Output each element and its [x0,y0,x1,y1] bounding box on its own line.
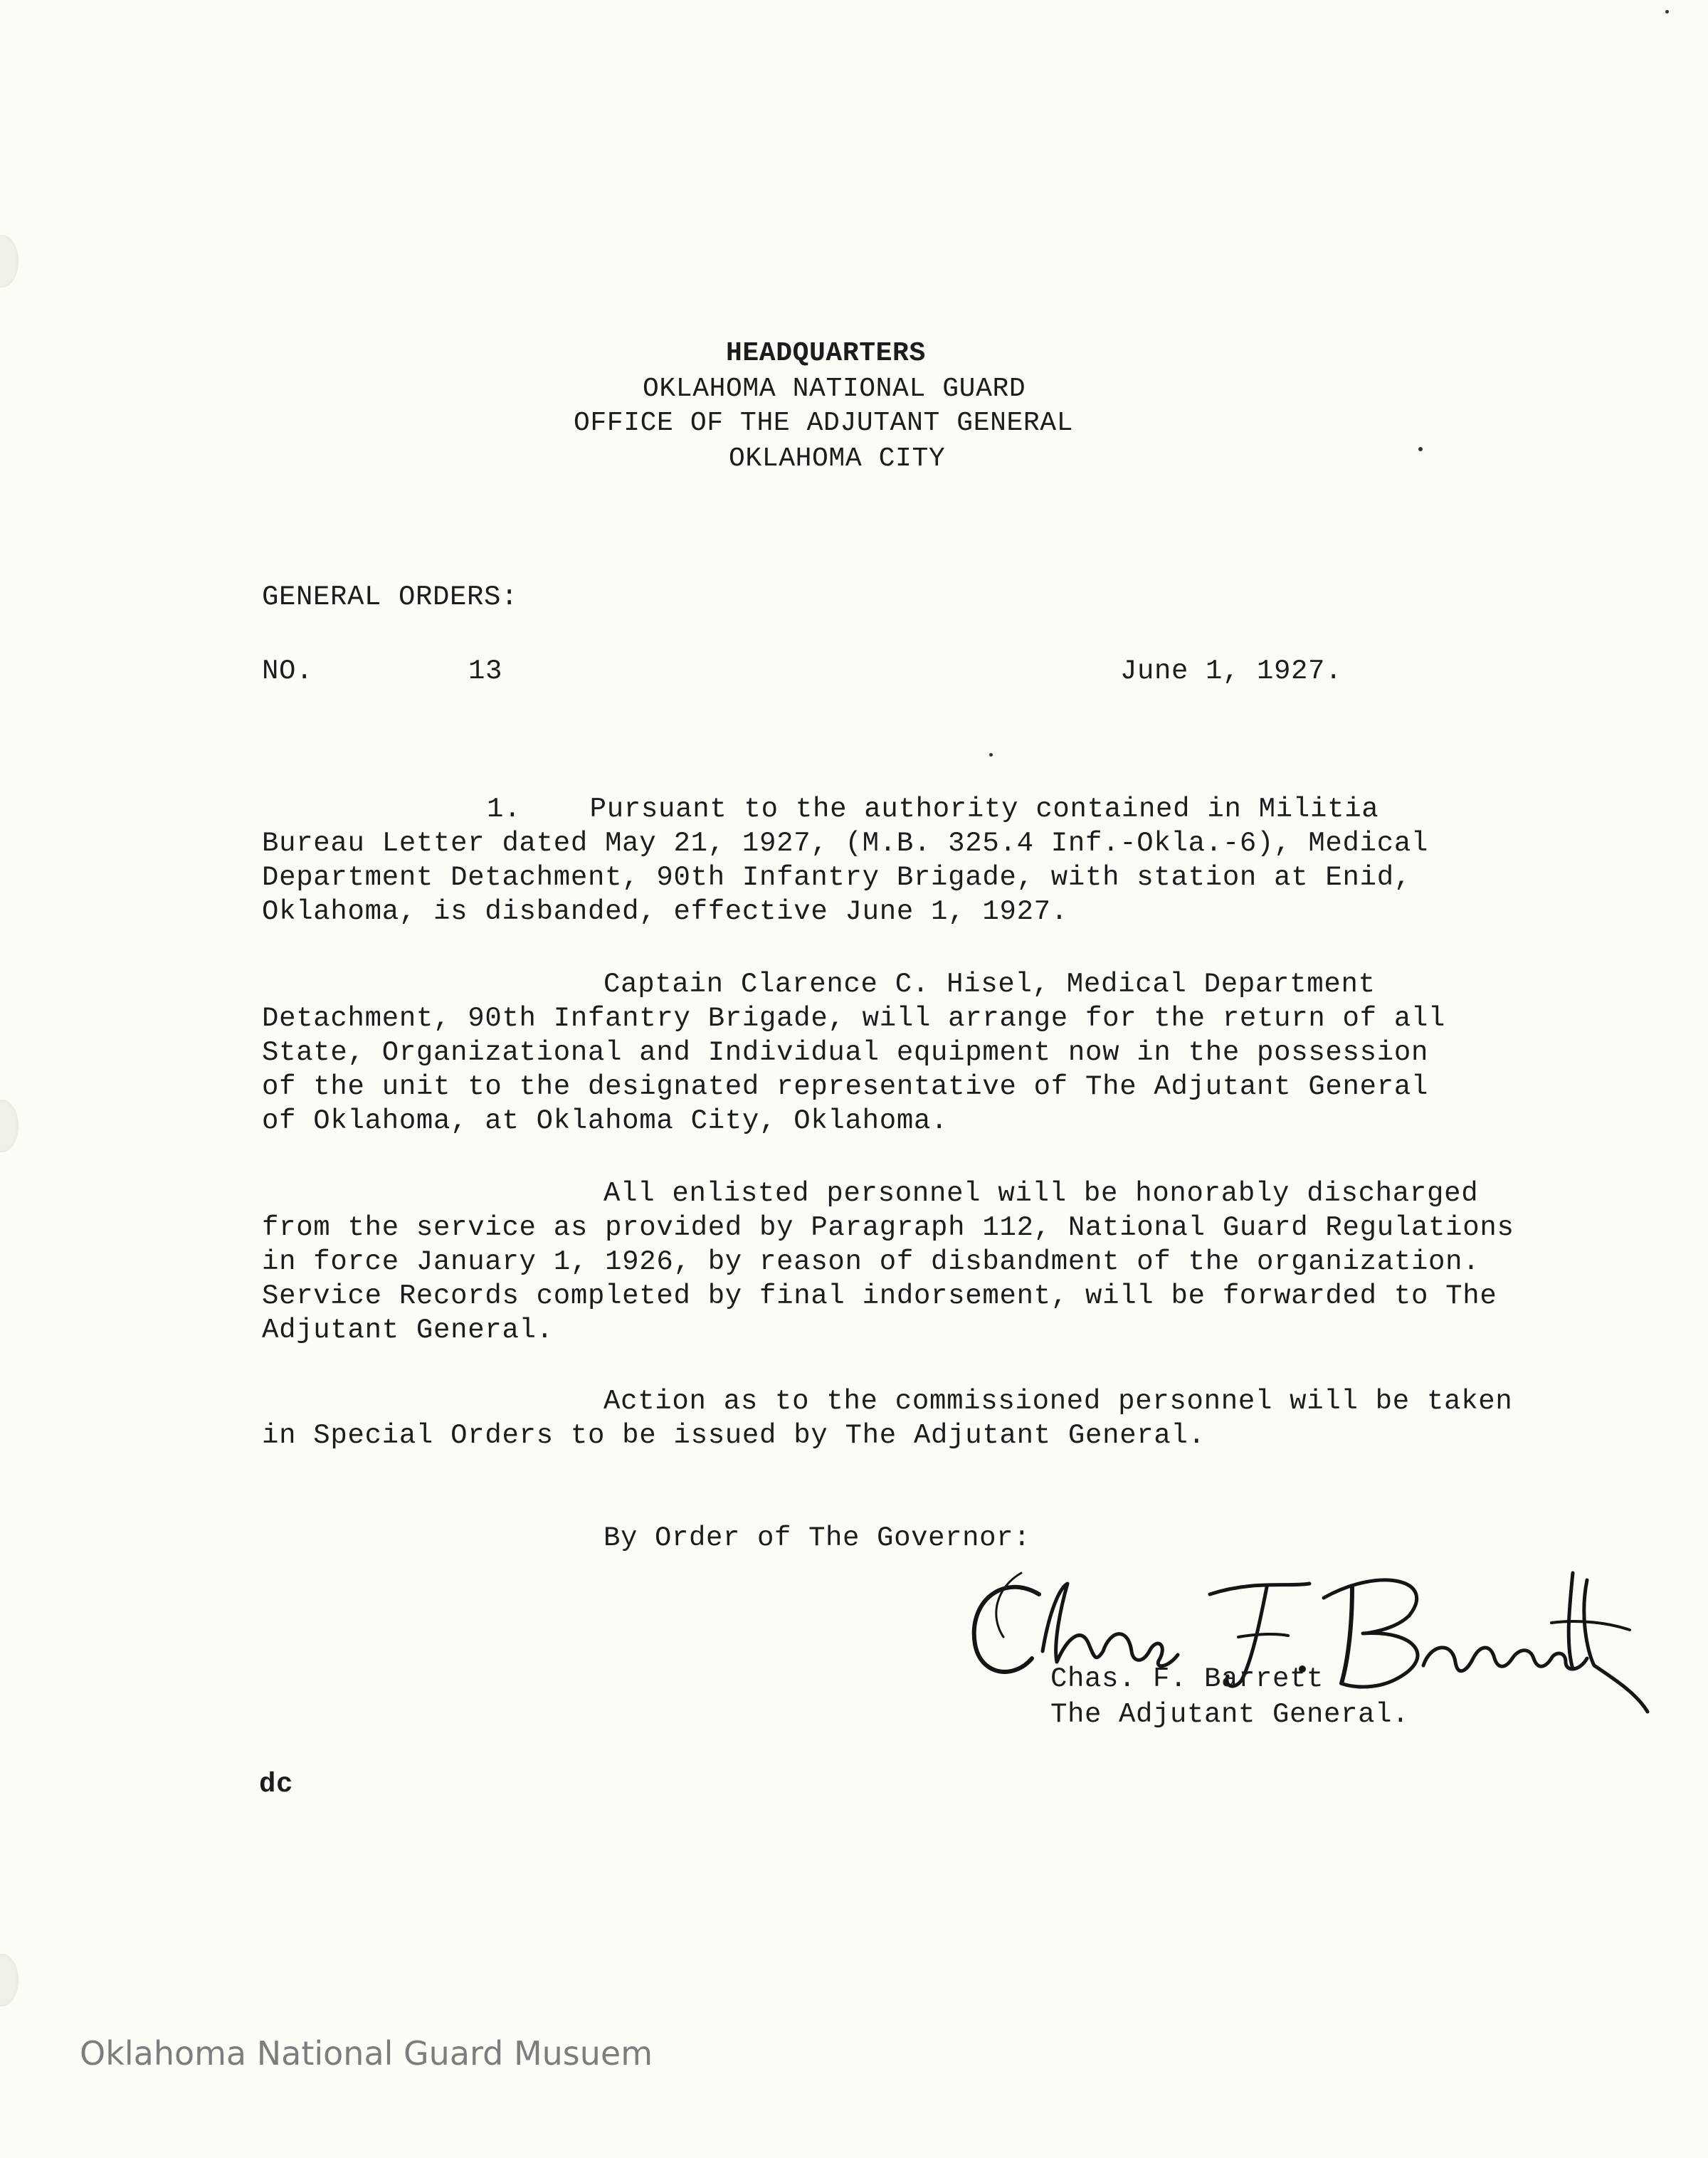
paragraph-line: Department Detachment, 90th Infantry Brigade, with station at Enid, [262,862,1411,893]
order-date: June 1, 1927. [1120,656,1343,687]
museum-watermark: Oklahoma National Guard Musuem [80,2034,653,2073]
paragraph-line: Oklahoma, is disbanded, effective June 1, 1927. [262,896,1068,927]
binder-hole-middle [0,1100,19,1152]
letterhead-line-1: HEADQUARTERS [726,338,926,369]
paragraph-line: 1. Pursuant to the authority contained in Militia [487,794,1379,825]
paper-speck [1665,10,1669,14]
paragraph-line: State, Organizational and Individual equipment now in the possession [262,1037,1429,1068]
order-number-label: NO. [262,656,314,687]
paragraph-line: Captain Clarence C. Hisel, Medical Department [603,969,1376,1000]
letterhead-line-4: OKLAHOMA CITY [729,443,946,474]
letterhead-line-3: OFFICE OF THE ADJUTANT GENERAL [574,408,1074,438]
paragraph-line: in force January 1, 1926, by reason of disbandment of the organization. [262,1246,1480,1278]
paper-speck [989,753,993,757]
binder-hole-bottom [0,1954,19,2006]
paragraph-line: from the service as provided by Paragraph 112, National Guard Regulations [262,1212,1514,1243]
signatory-title: The Adjutant General. [1050,1699,1410,1730]
typist-initials: dc [259,1769,294,1800]
paragraph-line: Bureau Letter dated May 21, 1927, (M.B. 325.4 Inf.-Okla.-6), Medical [262,828,1429,859]
signatory-name: Chas. F. Barrett [1050,1663,1324,1695]
paragraph-line: Adjutant General. [262,1315,554,1346]
paper-speck [1418,447,1423,451]
paragraph-line: Detachment, 90th Infantry Brigade, will arrange for the return of all [262,1003,1446,1034]
general-orders-label: GENERAL ORDERS: [262,581,519,613]
letterhead-line-2: OKLAHOMA NATIONAL GUARD [643,374,1026,404]
by-order-line: By Order of The Governor: [603,1522,1031,1554]
paragraph-line: Action as to the commissioned personnel will be taken [603,1386,1513,1417]
paragraph-line: of Oklahoma, at Oklahoma City, Oklahoma. [262,1105,949,1137]
paragraph-line: in Special Orders to be issued by The Adjutant General. [262,1420,1206,1451]
paragraph-line: Service Records completed by final indorsement, will be forwarded to The [262,1280,1497,1312]
paragraph-line: of the unit to the designated representative of The Adjutant General [262,1071,1429,1102]
paragraph-line: All enlisted personnel will be honorably discharged [603,1178,1479,1209]
order-number: 13 [468,656,503,687]
binder-hole-top [0,235,19,288]
